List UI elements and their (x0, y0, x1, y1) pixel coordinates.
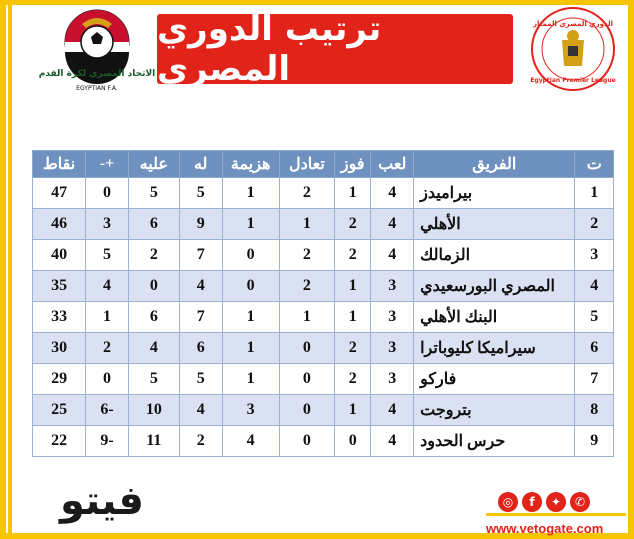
table-row (33, 395, 614, 426)
cell-rank: 8 (575, 395, 614, 426)
cell-gd: 4 (86, 271, 129, 302)
cell-team: حرس الحدود (414, 426, 575, 457)
cell-gf: 4 (179, 271, 222, 302)
cell-played: 4 (371, 395, 414, 426)
page-title: ترتيب الدوري المصري (157, 9, 382, 89)
col-team-header: الفريق (414, 151, 575, 178)
cell-rank: 6 (575, 333, 614, 364)
cell-played: 4 (371, 178, 414, 209)
cell-draw: 0 (279, 333, 334, 364)
cell-draw: 2 (279, 271, 334, 302)
col-won-header: فوز (334, 151, 370, 178)
cell-points: 33 (33, 302, 86, 333)
table-row (33, 302, 614, 333)
cell-team: المصري البورسعيدي (414, 271, 575, 302)
cell-played: 3 (371, 333, 414, 364)
cell-won: 2 (334, 364, 370, 395)
table-row (33, 364, 614, 395)
cell-lost: 1 (222, 178, 279, 209)
whatsapp-icon[interactable]: ✆ (570, 492, 590, 512)
col-points-header: نقاط (33, 151, 86, 178)
cell-gf: 5 (179, 178, 222, 209)
cell-ga: 5 (128, 178, 179, 209)
cell-draw: 1 (279, 209, 334, 240)
standings-table (32, 150, 614, 457)
cell-lost: 1 (222, 364, 279, 395)
table-row (33, 240, 614, 271)
col-lost-header: هزيمة (222, 151, 279, 178)
cell-ga: 11 (128, 426, 179, 457)
frame-top (0, 0, 634, 5)
table-row (33, 271, 614, 302)
cell-points: 29 (33, 364, 86, 395)
cell-team: فاركو (414, 364, 575, 395)
cell-rank: 5 (575, 302, 614, 333)
frame-right (628, 0, 634, 539)
cell-lost: 3 (222, 395, 279, 426)
cell-points: 40 (33, 240, 86, 271)
frame-left (0, 0, 6, 539)
cell-gf: 7 (179, 240, 222, 271)
footer-accent-bar (486, 513, 626, 516)
facebook-icon[interactable]: f (522, 492, 542, 512)
cell-won: 0 (334, 426, 370, 457)
cell-gd: 0 (86, 178, 129, 209)
site-url-link[interactable]: www.vetogate.com (486, 521, 604, 536)
cell-played: 3 (371, 271, 414, 302)
cell-rank: 4 (575, 271, 614, 302)
gold-accent-line (8, 0, 12, 539)
cell-lost: 1 (222, 333, 279, 364)
cell-won: 1 (334, 302, 370, 333)
col-draw-header: تعادل (279, 151, 334, 178)
fa-logo-english-text: EGYPTIAN F.A. (76, 85, 118, 92)
cell-lost: 1 (222, 209, 279, 240)
epl-logo-arabic-text: الدوري المصري الممتاز (532, 20, 614, 28)
cell-gd: 3 (86, 209, 129, 240)
cell-team: البنك الأهلي (414, 302, 575, 333)
cell-won: 1 (334, 395, 370, 426)
cell-points: 22 (33, 426, 86, 457)
cell-played: 4 (371, 240, 414, 271)
cell-ga: 0 (128, 271, 179, 302)
cell-lost: 4 (222, 426, 279, 457)
cell-lost: 0 (222, 271, 279, 302)
col-gf-header: له (179, 151, 222, 178)
title-banner (157, 9, 513, 89)
cell-draw: 0 (279, 426, 334, 457)
cell-ga: 10 (128, 395, 179, 426)
cell-played: 3 (371, 302, 414, 333)
cell-gd: 6- (86, 395, 129, 426)
cell-gf: 6 (179, 333, 222, 364)
veto-brand-text: فيتو (60, 478, 144, 524)
cell-ga: 2 (128, 240, 179, 271)
egyptian-premier-league-logo-icon (530, 6, 616, 92)
cell-points: 30 (33, 333, 86, 364)
cell-points: 25 (33, 395, 86, 426)
cell-ga: 5 (128, 364, 179, 395)
cell-draw: 0 (279, 364, 334, 395)
cell-gf: 7 (179, 302, 222, 333)
cell-won: 2 (334, 240, 370, 271)
cell-ga: 6 (128, 302, 179, 333)
cell-won: 1 (334, 178, 370, 209)
cell-draw: 2 (279, 240, 334, 271)
cell-played: 4 (371, 426, 414, 457)
epl-logo-english-text: Egyptian Premier League (530, 77, 616, 84)
table-row (33, 178, 614, 209)
cell-won: 2 (334, 333, 370, 364)
cell-rank: 9 (575, 426, 614, 457)
cell-draw: 0 (279, 395, 334, 426)
cell-draw: 1 (279, 302, 334, 333)
cell-gf: 2 (179, 426, 222, 457)
cell-points: 35 (33, 271, 86, 302)
cell-rank: 2 (575, 209, 614, 240)
egyptian-fa-logo-icon (38, 6, 156, 94)
col-played-header: لعب (371, 151, 414, 178)
cell-team: سيراميكا كليوباترا (414, 333, 575, 364)
cell-gd: 0 (86, 364, 129, 395)
cell-gf: 9 (179, 209, 222, 240)
table-header-row (33, 151, 614, 178)
cell-won: 2 (334, 209, 370, 240)
cell-gf: 4 (179, 395, 222, 426)
col-gd-header: +- (86, 151, 129, 178)
table-row (33, 426, 614, 457)
twitter-icon[interactable]: ✦ (546, 492, 566, 512)
cell-rank: 7 (575, 364, 614, 395)
cell-points: 46 (33, 209, 86, 240)
cell-gd: 2 (86, 333, 129, 364)
cell-rank: 3 (575, 240, 614, 271)
cell-team: بتروجت (414, 395, 575, 426)
cell-gd: 1 (86, 302, 129, 333)
cell-played: 4 (371, 209, 414, 240)
col-ga-header: عليه (128, 151, 179, 178)
cell-ga: 4 (128, 333, 179, 364)
table-row (33, 209, 614, 240)
cell-team: الزمالك (414, 240, 575, 271)
instagram-icon[interactable]: ◎ (498, 492, 518, 512)
cell-ga: 6 (128, 209, 179, 240)
cell-won: 1 (334, 271, 370, 302)
cell-rank: 1 (575, 178, 614, 209)
cell-points: 47 (33, 178, 86, 209)
cell-lost: 0 (222, 240, 279, 271)
fa-logo-arabic-text: الاتحاد المصري لكرة القدم (38, 69, 156, 79)
table-row (33, 333, 614, 364)
col-rank-header: ت (575, 151, 614, 178)
cell-lost: 1 (222, 302, 279, 333)
cell-gf: 5 (179, 364, 222, 395)
cell-gd: 5 (86, 240, 129, 271)
cell-gd: 9- (86, 426, 129, 457)
cell-draw: 2 (279, 178, 334, 209)
cell-team: بيراميدز (414, 178, 575, 209)
cell-played: 3 (371, 364, 414, 395)
cell-team: الأهلي (414, 209, 575, 240)
